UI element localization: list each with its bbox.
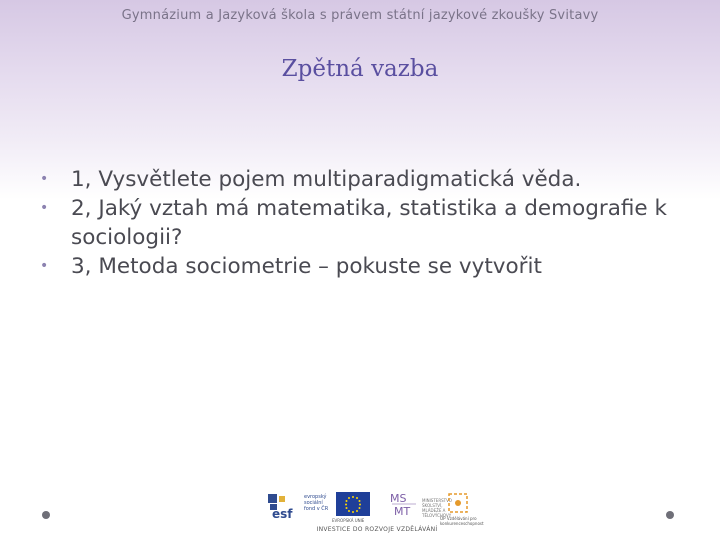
bullet-list: [40, 165, 680, 281]
svg-text:esf: esf: [272, 507, 293, 520]
eu-caption: EVROPSKÁ UNIE: [332, 518, 365, 523]
svg-text:MT: MT: [394, 505, 411, 518]
bullet-text: 1, Vysvětlete pojem multiparadigmatická věda.: [71, 167, 582, 192]
svg-text:MS: MS: [390, 492, 407, 505]
msmt-logo-icon: [388, 490, 420, 518]
bullet-icon: •: [40, 200, 49, 216]
bullet-item-3: [40, 252, 680, 281]
corner-dot-right: [666, 511, 674, 519]
bullet-text: 2, Jaký vztah má matematika, statistika a demografie k sociologii?: [71, 196, 667, 250]
op-caption: OP Vzdělávání pro konkurenceschopnost: [440, 516, 484, 526]
bullet-item-2: [40, 194, 680, 252]
op-vk-logo-icon: [446, 492, 470, 514]
bullet-icon: •: [40, 258, 49, 274]
slide-title: Zpětná vazba: [281, 56, 439, 82]
esf-logo-icon: [268, 494, 300, 520]
esf-caption: evropský sociální fond v ČR: [304, 494, 329, 512]
school-header: Gymnázium a Jazyková škola s právem státní jazykové zkoušky Svitavy: [121, 8, 599, 23]
bullet-icon: •: [40, 171, 49, 187]
investment-tagline: INVESTICE DO ROZVOJE VZDĚLÁVÁNÍ: [316, 526, 438, 533]
corner-dot-left: [42, 511, 50, 519]
msmt-caption: MINISTERSTVO ŠKOLSTVÍ, MLÁDEŽE A TĚLOVÝCHOVY: [422, 498, 452, 518]
funding-logos-strip: [264, 488, 484, 536]
bullet-text: 3, Metoda sociometrie – pokuste se vytvořit: [71, 254, 542, 279]
bullet-item-1: [40, 165, 680, 194]
eu-flag-icon: [336, 492, 370, 516]
